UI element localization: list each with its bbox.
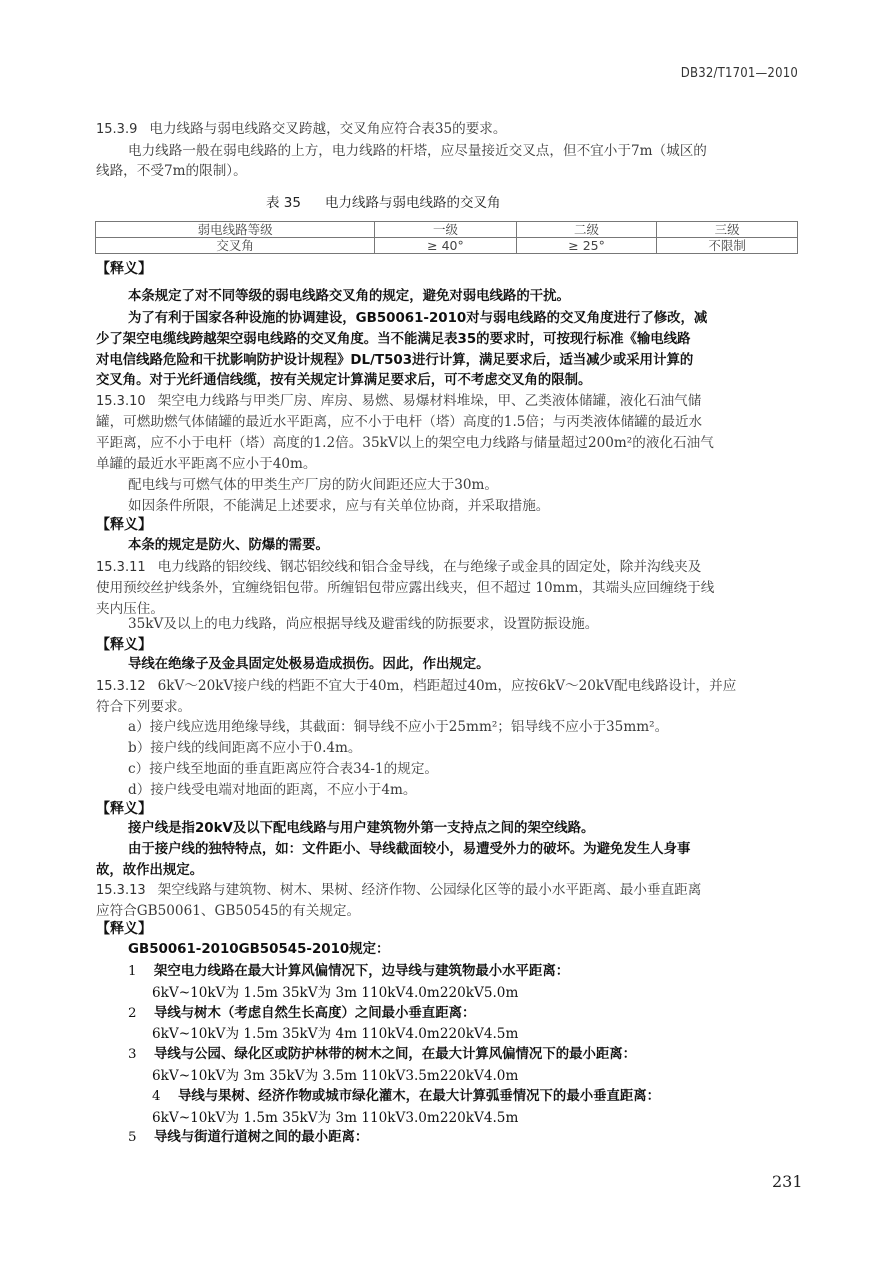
paragraph: 配电线与可燃气体的甲类生产厂房的防火间距还应大于30m。 (128, 477, 499, 493)
note-list-item (152, 1087, 660, 1107)
note-title: 【释义】 (96, 517, 152, 533)
table-cell: 弱电线路等级 (96, 222, 375, 238)
paragraph: 电力线路一般在弱电线路的上方，电力线路的杆塔，应尽量接近交叉点，但不宜小于7m（城区的 (128, 143, 707, 159)
table-caption (266, 191, 500, 211)
note-text: 对电信线路危险和干扰影响防护设计规程》DL/T503进行计算，满足要求后，适当减少或采用计算的 (96, 353, 694, 368)
note-text: GB50061-2010GB50545-2010规定： (128, 942, 390, 957)
table-row (96, 238, 798, 254)
note-title: 【释义】 (96, 801, 152, 817)
clause-15-3-11 (96, 557, 701, 578)
paragraph: 罐，可燃助燃气体储罐的最近水平距离，应不小于电杆（塔）高度的1.5倍；与丙类液体储罐的最近水 (96, 414, 703, 430)
note-text: 本条规定了对不同等级的弱电线路交叉角的规定，避免对弱电线路的干扰。 (128, 289, 570, 304)
table-cell: ≥ 40° (375, 238, 517, 254)
item-text: 导线与公园、绿化区或防护林带的树木之间，在最大计算风偏情况下的最小距离： (154, 1047, 637, 1062)
table-cell: 交叉角 (96, 238, 375, 254)
standard-code: DB32/T1701—2010 (680, 66, 798, 81)
note-list-item (128, 1004, 475, 1024)
note-text: 由于接户线的独特特点，如：文件距小、导线截面较小，易遭受外力的破坏。为避免发生人身事 (128, 842, 691, 857)
item-values: 6kV~10kV为 1.5m 35kV为 3m 110kV4.0m220kV5.0m (152, 985, 519, 1001)
paragraph: 35kV及以上的电力线路，尚应根据导线及避雷线的防振要求，设置防振设施。 (128, 616, 599, 632)
item-values: 6kV~10kV为 1.5m 35kV为 4m 110kV4.0m220kV4.5m (152, 1026, 519, 1042)
list-item: d）接户线受电端对地面的距离，不应小于4m。 (128, 782, 417, 798)
note-list-item (128, 1128, 368, 1148)
item-number: 4 (152, 1089, 161, 1104)
paragraph: 使用预绞丝护线条外，宜缠绕铝包带。所缠铝包带应露出线夹，但不超过 10mm，其端头应回缠绕于线 (96, 580, 715, 596)
clause-text: 6kV～20kV接户线的档距不宜大于40m，档距超过40m，应按6kV～20kV配电线路设计，并应 (157, 678, 737, 694)
clause-number: 15.3.9 (96, 122, 138, 137)
clause-text: 电力线路与弱电线路交叉跨越，交叉角应符合表35的要求。 (149, 121, 507, 137)
item-text: 导线与果树、经济作物或城市绿化灌木，在最大计算弧垂情况下的最小垂直距离： (178, 1089, 661, 1104)
table-cell: 三级 (657, 222, 798, 238)
item-number: 2 (128, 1006, 137, 1021)
clause-number: 15.3.13 (96, 883, 146, 898)
clause-text: 架空线路与建筑物、树木、果树、经济作物、公园绿化区等的最小水平距离、最小垂直距离 (157, 882, 702, 898)
crossing-angle-table (95, 221, 798, 254)
item-values: 6kV~10kV为 3m 35kV为 3.5m 110kV3.5m220kV4.0m (152, 1068, 519, 1084)
item-number: 1 (128, 964, 137, 979)
note-list-item (128, 1045, 636, 1065)
clause-text: 架空电力线路与甲类厂房、库房、易燃、易爆材料堆垛，甲、乙类液体储罐，液化石油气储 (157, 393, 702, 409)
note-title: 【释义】 (96, 921, 152, 937)
note-text: 本条的规定是防火、防爆的需要。 (128, 538, 329, 553)
item-number: 5 (128, 1130, 137, 1145)
table-cell: 一级 (375, 222, 517, 238)
table-cell: 不限制 (657, 238, 798, 254)
table-cell: ≥ 25° (516, 238, 657, 254)
paragraph: 夹内压住。 (96, 601, 164, 617)
item-number: 3 (128, 1047, 137, 1062)
item-text: 导线与树木（考虑自然生长高度）之间最小垂直距离： (154, 1006, 476, 1021)
note-text: 交叉角。对于光纤通信线缆，按有关规定计算满足要求后，可不考虑交叉角的限制。 (96, 373, 592, 388)
clause-number: 15.3.11 (96, 560, 146, 575)
item-text: 架空电力线路在最大计算风偏情况下，边导线与建筑物最小水平距离： (154, 964, 570, 979)
note-text: 少了架空电缆线跨越架空弱电线路的交叉角度。当不能满足表35的要求时，可按现行标准《输电线路 (96, 332, 691, 347)
clause-15-3-12 (96, 676, 736, 697)
note-title: 【释义】 (96, 261, 152, 277)
list-item: b）接户线的线间距离不应小于0.4m。 (128, 740, 362, 756)
page-number: 231 (772, 1172, 803, 1191)
paragraph: 平距离，应不小于电杆（塔）高度的1.2倍。35kV以上的架空电力线路与储量超过200m²的液化石油气 (96, 435, 714, 451)
item-values: 6kV~10kV为 1.5m 35kV为 3m 110kV3.0m220kV4.5m (152, 1110, 519, 1126)
note-text: 为了有利于国家各种设施的协调建设，GB50061-2010对与弱电线路的交叉角度进行了修改，减 (128, 311, 708, 326)
clause-number: 15.3.10 (96, 394, 146, 409)
paragraph: 应符合GB50061、GB50545的有关规定。 (96, 903, 361, 919)
note-list-item (128, 962, 569, 982)
paragraph: 线路，不受7m的限制）。 (96, 163, 247, 179)
table-title: 电力线路与弱电线路的交叉角 (324, 195, 501, 211)
table-header-row (96, 222, 798, 238)
note-text: 导线在绝缘子及金具固定处极易造成损伤。因此，作出规定。 (128, 657, 490, 672)
paragraph: 如因条件所限，不能满足上述要求，应与有关单位协商，并采取措施。 (128, 498, 550, 514)
clause-15-3-10 (96, 391, 701, 412)
clause-15-3-9 (96, 119, 507, 140)
list-item: c）接户线至地面的垂直距离应符合表34-1的规定。 (128, 761, 439, 777)
note-title: 【释义】 (96, 637, 152, 653)
table-cell: 二级 (516, 222, 657, 238)
item-text: 导线与街道行道树之间的最小距离： (154, 1130, 369, 1145)
clause-text: 电力线路的铝绞线、钢芯铝绞线和铝合金导线，在与绝缘子或金具的固定处，除并沟线夹及 (157, 559, 702, 575)
paragraph: 符合下列要求。 (96, 699, 192, 715)
note-text: 故，故作出规定。 (96, 863, 204, 878)
clause-number: 15.3.12 (96, 679, 146, 694)
note-text: 接户线是指20kV及以下配电线路与用户建筑物外第一支持点之间的架空线路。 (128, 821, 595, 836)
table-number: 表 35 (266, 195, 301, 211)
paragraph: 单罐的最近水平距离不应小于40m。 (96, 456, 317, 472)
clause-15-3-13 (96, 880, 701, 901)
list-item: a）接户线应选用绝缘导线，其截面：铜导线不应小于25mm²；铝导线不应小于35mm²。 (128, 719, 669, 735)
